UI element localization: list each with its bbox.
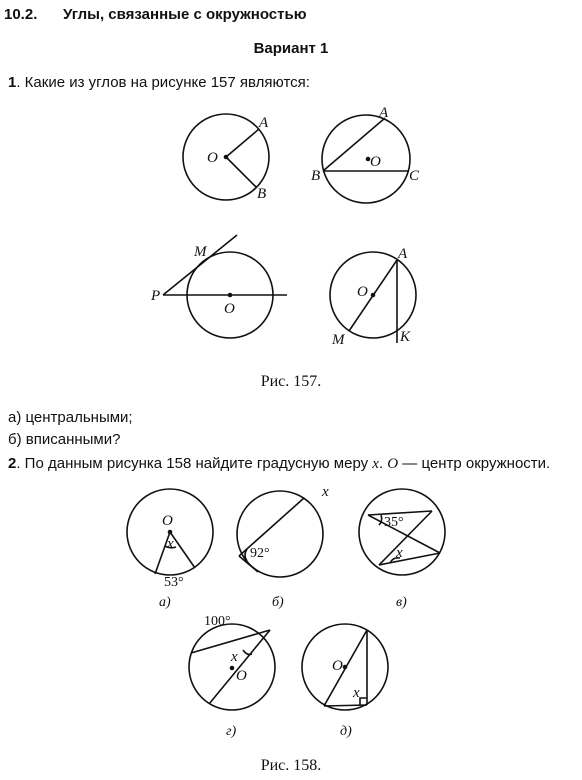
fig158-e-label-x: x bbox=[353, 685, 360, 701]
fig158-d-label-o: O bbox=[236, 668, 247, 684]
task2-var-o: O bbox=[387, 456, 399, 472]
section-number: 10.2. bbox=[4, 6, 38, 23]
fig158-a-sublabel: а) bbox=[159, 595, 171, 610]
task1-option-a: а) центральными; bbox=[8, 409, 133, 426]
fig158-diagram-b bbox=[237, 491, 323, 577]
fig158-a-angle: 53° bbox=[164, 575, 184, 590]
fig157-d4-center-point bbox=[371, 293, 376, 298]
variant-title: Вариант 1 bbox=[253, 40, 329, 57]
fig157-d4-label-a: A bbox=[398, 246, 408, 262]
task1-text: . Какие из углов на рисунке 157 являются: bbox=[16, 74, 310, 91]
fig157-d4-label-k: K bbox=[400, 329, 411, 345]
fig158-d-label-x: x bbox=[231, 649, 238, 665]
task2-text-mid: . bbox=[378, 455, 388, 472]
fig157-d4-label-o: O bbox=[357, 284, 368, 300]
fig158-a-label-x: x bbox=[167, 536, 174, 552]
fig158-d-sublabel: г) bbox=[226, 724, 237, 739]
fig157-d1-label-b: B bbox=[257, 186, 267, 202]
task2-number: 2 bbox=[8, 455, 17, 472]
task2-text-before: . По данным рисунка 158 найдите градусную меру bbox=[16, 455, 373, 472]
fig158-c-angle: 35° bbox=[384, 515, 404, 530]
fig158-b-angle: 92° bbox=[250, 546, 270, 561]
fig157-d3-label-o: O bbox=[224, 301, 235, 317]
section-title: Углы, связанные с окружностью bbox=[63, 6, 307, 23]
fig157-d1-center-point bbox=[224, 155, 229, 160]
fig157-d1-label-o: O bbox=[207, 150, 218, 166]
fig157-caption: Рис. 157. bbox=[260, 373, 322, 390]
fig157-d4-label-m: M bbox=[332, 332, 345, 348]
fig157-d2-label-b: B bbox=[311, 168, 321, 184]
fig157-d2-label-a: A bbox=[379, 105, 389, 121]
fig158-d-center-point bbox=[230, 666, 235, 671]
task2-statement bbox=[8, 455, 550, 473]
task1-number: 1 bbox=[8, 74, 17, 91]
fig158-e-label-o: O bbox=[332, 658, 343, 674]
fig158-e-sublabel: д) bbox=[340, 724, 352, 739]
fig157-d2-label-o: O bbox=[370, 154, 381, 170]
fig158-b-label-x: x bbox=[322, 484, 329, 500]
fig158-a-center-point bbox=[168, 530, 173, 535]
fig158-diagram-c bbox=[359, 489, 445, 575]
fig158-c-sublabel: в) bbox=[396, 595, 407, 610]
fig157-d1-label-a: A bbox=[259, 115, 269, 131]
fig158-e-center-point bbox=[343, 665, 348, 670]
fig157-d3-label-p: P bbox=[151, 288, 161, 304]
task1-option-b: б) вписанными? bbox=[8, 431, 121, 448]
fig157-d2-label-c: C bbox=[409, 168, 420, 184]
fig158-b-sublabel: б) bbox=[272, 595, 284, 610]
fig158-d-angle: 100° bbox=[204, 614, 231, 629]
fig157-diagram-3 bbox=[163, 235, 287, 338]
task2-var-x: x bbox=[372, 456, 379, 472]
fig158-caption: Рис. 158. bbox=[260, 757, 322, 774]
fig158-a-label-o: O bbox=[162, 513, 173, 529]
fig158-c-label-x: x bbox=[396, 545, 403, 561]
task2-text-after: — центр окружности. bbox=[398, 455, 551, 472]
fig157-d3-center-point bbox=[228, 293, 233, 298]
fig157-d3-label-m: M bbox=[194, 244, 207, 260]
